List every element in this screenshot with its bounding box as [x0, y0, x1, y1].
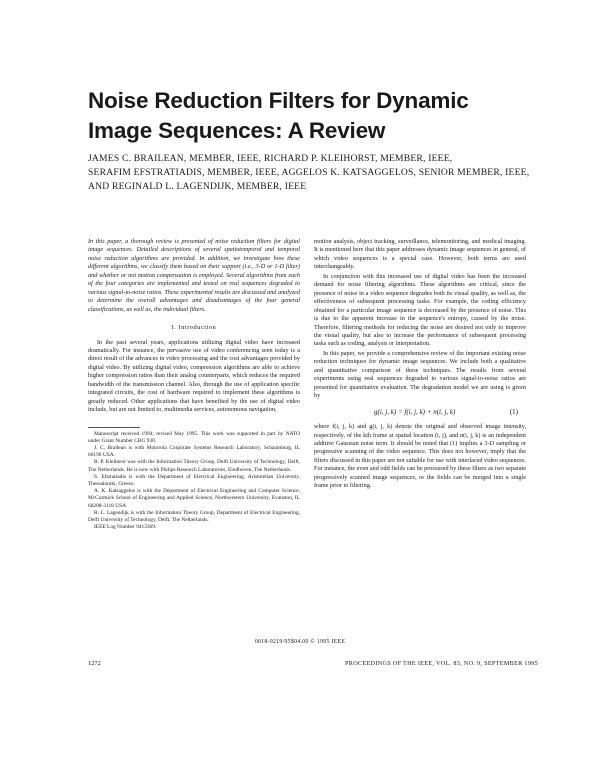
- footnote-brailean: J. C. Brailean is with Motorola Corporate Systems Research Laboratory, Schaumburg, IL 60196 USA.: [88, 445, 300, 459]
- equation-expression: g(i, j, k) = f(i, j, k) + n(i, j, k): [374, 407, 456, 416]
- author-line-1: JAMES C. BRAILEAN, MEMBER, IEEE, RICHARD P. KLEIHORST, MEMBER, IEEE,: [88, 153, 453, 164]
- equation-number: (1): [509, 407, 518, 416]
- abstract: In this paper, a thorough review is presented of noise reduction filters for digital image sequences. Detailed descriptions of several spatiotemporal and temporal noise reduction algorithms are provided. In addition, we investigate how these different algorithms, we classify them based on their support (i.e., 3-D or 1-D filter) and whether or not motion compensation is employed. Several algorithms from each of the four categories are implemented and tested on real sequences degraded to various signal-to-noise ratios. These experimental results are discussed and analyzed to determine the overall advantages and disadvantages of the four general classifications, as well as, the individual filters.: [88, 238, 300, 313]
- copyright-line: 0018-9219/95$04.00 © 1995 IEEE: [254, 639, 346, 645]
- running-footer: PROCEEDINGS OF THE IEEE, VOL. 83, NO. 9, SEPTEMBER 1995: [345, 660, 538, 667]
- footnote-manuscript: Manuscript received 1994; revised May 1995. This work was supported in part by NATO under Grant Number CRG 930.: [88, 430, 300, 444]
- footnote-efstratiadis: S. Efstratiadis is with the Department of Electrical Engineering, Aristotelian University, Thessaloniki, Greece.: [88, 473, 300, 488]
- equation-1: [314, 408, 526, 416]
- right-paragraph-3: In this paper, we provide a comprehensive review of the important existing noise reduction techniques for dynamic image sequences. We include both a qualitative and quantitative comparison of these techniques. The results from several experiments using real sequences degraded to various signal-to-noise ratios are presented for quantitative evaluation. The degradation model we are using is given by: [314, 349, 526, 400]
- page-number: 1272: [88, 660, 101, 667]
- right-paragraph-2: In conjunction with this increased use of digital video has been the increased demand for noise filtering algorithms. These algorithms are critical, since the presence of noise in a video sequence degrades both its visual quality, as well as, the effectiveness of subsequent processing tasks. For example, the coding efficiency obtained for a particular image sequence is decreased by the presence of noise. This is due to the apparent increase in the sequence's entropy, caused by the noise. Therefore, filtering methods for reducing the noise are desired not only to improve the visual quality, but also to increase the performance of subsequent processing tasks such as coding, analysis or interpretation.: [314, 272, 526, 348]
- title-line-1: Noise Reduction Filters for Dynamic: [88, 88, 469, 113]
- footnote-divider: [88, 427, 140, 428]
- author-line-3: AND REGINALD L. LAGENDIJK, MEMBER, IEEE: [88, 181, 307, 192]
- section-heading-introduction: I. Introduction: [171, 324, 217, 332]
- footnote-lagendijk: R. L. Lagendijk is with the Information Theory Group, Department of Electrical Engineering, Delft University of Technology, Delft, The Netherlands.: [88, 509, 300, 524]
- right-column: [314, 238, 526, 491]
- footnote-ieee-log: IEEE Log Number 9413369.: [94, 524, 157, 531]
- right-paragraph-4: where f(i, j, k) and g(i, j, k) denote the original and observed image intensity, respectively, of the kth frame at spatial location (i, j), and n(i, j, k) is an independent additive Gaussian noise term. It should be noted that (1) implies a 3-D sampling or progressive scanning of the video sequence. This does not however, imply that the filters discussed in this paper are not suitable for use with interlaced video sequences. For instance, the even and odd fields can be processed by these filters as two separate progressively scanned image sequences, or the fields can be merged into a single frame prior to filtering.: [314, 423, 526, 490]
- title-line-2: Image Sequences: A Review: [88, 118, 386, 143]
- footnote-katsaggelos: A. K. Katsaggelos is with the Department of Electrical Engineering and Computer Science, McCormick School of Engineering and Applied Science, Northwestern University, Evanston, IL 60208-3118 USA.: [88, 488, 300, 509]
- author-list: [88, 152, 538, 194]
- right-paragraph-1: motion analysis, object tracking, surveillance, telemonitoring, and medical imaging. It is mentioned here that this paper addresses dynamic image sequences in general, of which video sequences is a special case. However, both terms are used interchangeably.: [314, 238, 526, 271]
- intro-paragraph: In the past several years, applications utilizing digital video have increased dramatically. For instance, the pervasive use of video conferencing seen today is a direct result of the advances in video processing and the cost advantages provided by digital video. By utilizing digital video, compression algorithms are able to achieve higher compression ratios than their analog counterparts, which reduces the required bandwidth of the transmission channel. Also, through the use of application specific integrated circuits, the cost of hardware required to implement these algorithms is greatly reduced. Other applications that have benefited by the use of digital video include, but are not limited to, multimedia services, autonomous navigation,: [88, 338, 300, 414]
- author-line-2: SERAFIM EFSTRATIADIS, MEMBER, IEEE, AGGELOS K. KATSAGGELOS, SENIOR MEMBER, IEEE,: [88, 167, 530, 178]
- left-column: [88, 238, 300, 531]
- paper-title: [88, 86, 528, 146]
- footnote-kleihorst: R. P. Kleihorst was with the Information Theory Group, Delft University of Technology, Delft, The Netherlands. He is now with Philips Research Laboratories, Eindhoven, The Netherlands.: [88, 459, 300, 473]
